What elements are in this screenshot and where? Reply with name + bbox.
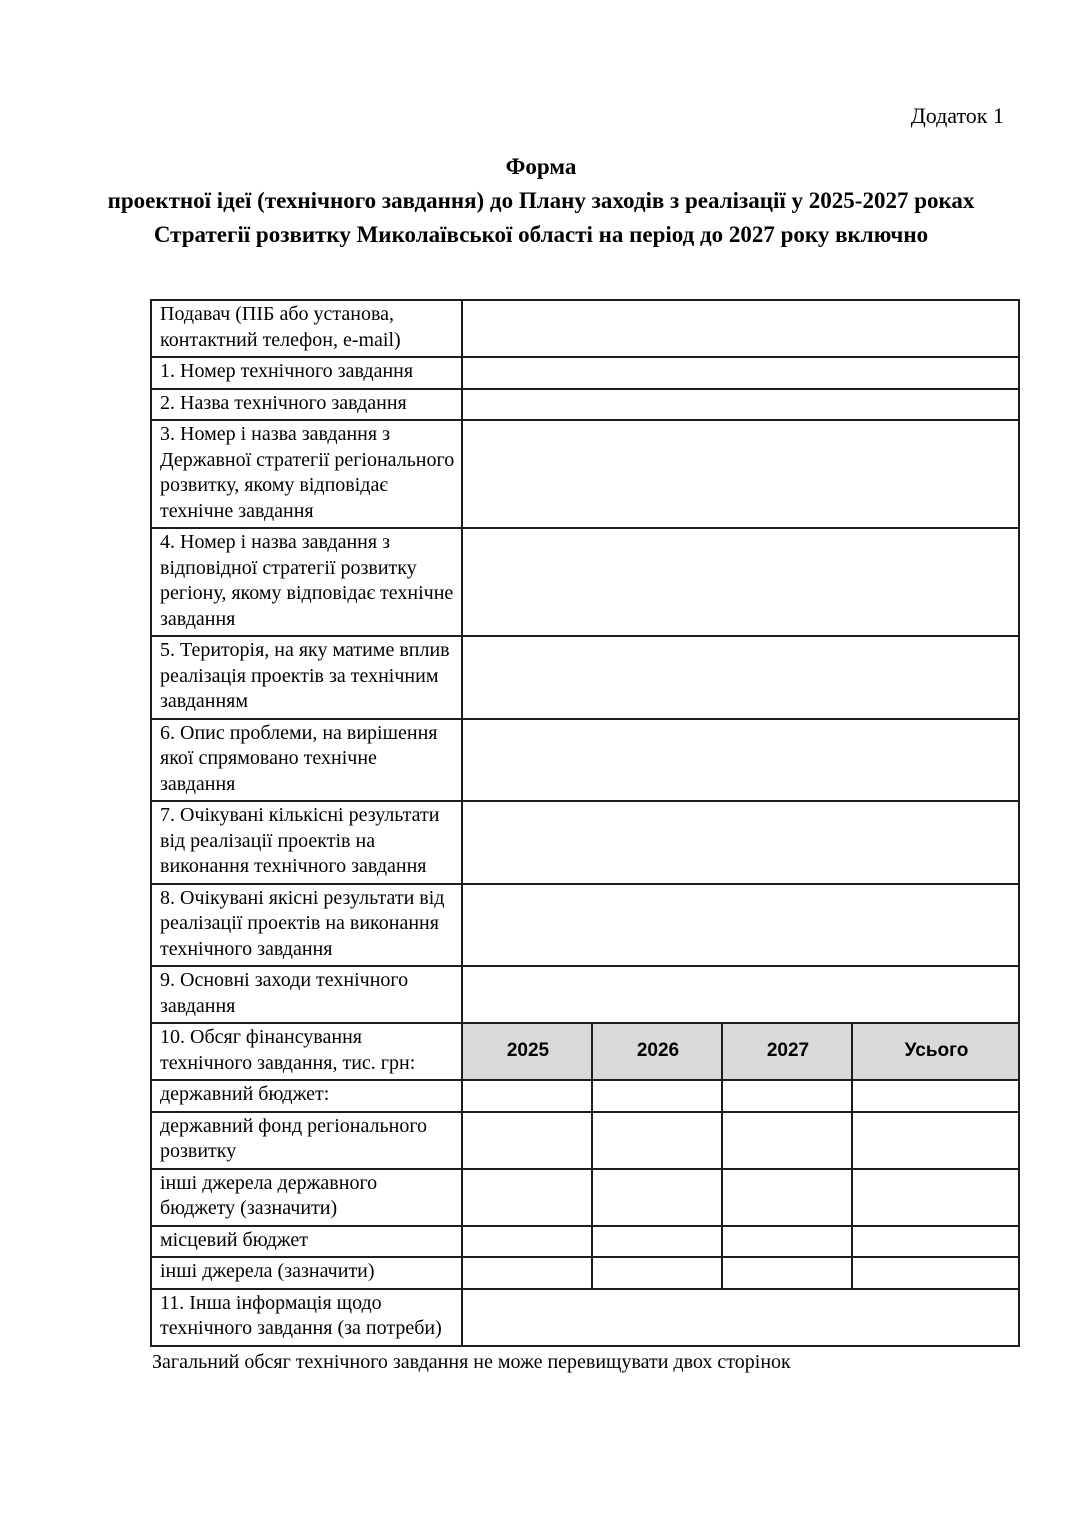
table-row-2 — [151, 389, 1019, 421]
form-title — [95, 150, 987, 252]
source-label-local-budget: місцевий бюджет — [151, 1226, 462, 1258]
year-header-total: Усього — [852, 1023, 1019, 1080]
year-header-2026: 2026 — [592, 1023, 722, 1080]
field-label-1: 1. Номер технічного завдання — [151, 357, 462, 389]
field-label-7: 7. Очікувані кількісні результати від реалізації проектів на виконання технічного завдання — [151, 801, 462, 884]
form-table — [150, 299, 1020, 1347]
form-title-text: проектної ідеї (технічного завдання) до Плану заходів з реалізації у 2025-2027 роках Стратегії розвитку Миколаївської області на період до 2027 року включно — [107, 188, 975, 247]
amount-cell — [722, 1226, 852, 1258]
table-row-5 — [151, 636, 1019, 719]
form-title-word: Форма — [505, 154, 577, 179]
field-value-5 — [462, 636, 1019, 719]
amount-cell — [592, 1080, 722, 1112]
amount-cell — [592, 1226, 722, 1258]
amount-cell — [722, 1257, 852, 1289]
amount-cell — [462, 1257, 592, 1289]
source-label-regional-fund: державний фонд регіонального розвитку — [151, 1112, 462, 1169]
source-label-other-sources: інші джерела (зазначити) — [151, 1257, 462, 1289]
table-row-4 — [151, 528, 1019, 636]
financing-row-state-budget — [151, 1080, 1019, 1112]
field-label-6: 6. Опис проблеми, на вирішення якої спрямовано технічне завдання — [151, 719, 462, 802]
field-label-5: 5. Територія, на яку матиме вплив реалізація проектів за технічним завданням — [151, 636, 462, 719]
amount-cell — [462, 1080, 592, 1112]
footer-note: Загальний обсяг технічного завдання не може перевищувати двох сторінок — [152, 1351, 791, 1373]
table-row-8 — [151, 884, 1019, 967]
amount-cell — [592, 1169, 722, 1226]
amount-cell — [592, 1112, 722, 1169]
table-row-7 — [151, 801, 1019, 884]
field-label-9: 9. Основні заходи технічного завдання — [151, 966, 462, 1023]
amount-cell — [852, 1080, 1019, 1112]
field-label-8: 8. Очікувані якісні результати від реалізації проектів на виконання технічного завдання — [151, 884, 462, 967]
field-label-11: 11. Інша інформація щодо технічного завдання (за потреби) — [151, 1289, 462, 1346]
table-row-3 — [151, 420, 1019, 528]
field-value-submitter — [462, 300, 1019, 357]
table-row-submitter — [151, 300, 1019, 357]
year-header-2027: 2027 — [722, 1023, 852, 1080]
amount-cell — [722, 1080, 852, 1112]
field-value-6 — [462, 719, 1019, 802]
table-row-1 — [151, 357, 1019, 389]
field-label-2: 2. Назва технічного завдання — [151, 389, 462, 421]
amount-cell — [722, 1169, 852, 1226]
field-value-3 — [462, 420, 1019, 528]
amount-cell — [852, 1112, 1019, 1169]
field-value-8 — [462, 884, 1019, 967]
field-value-9 — [462, 966, 1019, 1023]
table-row-6 — [151, 719, 1019, 802]
year-header-2025: 2025 — [462, 1023, 592, 1080]
table-row-11 — [151, 1289, 1019, 1346]
field-label-3: 3. Номер і назва завдання з Державної стратегії регіонального розвитку, якому відповідає технічне завдання — [151, 420, 462, 528]
amount-cell — [852, 1257, 1019, 1289]
amount-cell — [852, 1169, 1019, 1226]
amount-cell — [592, 1257, 722, 1289]
financing-row-local-budget — [151, 1226, 1019, 1258]
annex-label: Додаток 1 — [910, 103, 1004, 128]
table-row-9 — [151, 966, 1019, 1023]
amount-cell — [852, 1226, 1019, 1258]
financing-row-other-state-sources — [151, 1169, 1019, 1226]
field-value-4 — [462, 528, 1019, 636]
amount-cell — [462, 1226, 592, 1258]
amount-cell — [462, 1169, 592, 1226]
field-value-2 — [462, 389, 1019, 421]
financing-row-other-sources — [151, 1257, 1019, 1289]
field-value-7 — [462, 801, 1019, 884]
financing-row-regional-fund — [151, 1112, 1019, 1169]
field-label-10: 10. Обсяг фінансування технічного завдання, тис. грн: — [151, 1023, 462, 1080]
amount-cell — [722, 1112, 852, 1169]
source-label-state-budget: державний бюджет: — [151, 1080, 462, 1112]
field-label-4: 4. Номер і назва завдання з відповідної стратегії розвитку регіону, якому відповідає технічне завдання — [151, 528, 462, 636]
source-label-other-state-sources: інші джерела державного бюджету (зазначити) — [151, 1169, 462, 1226]
amount-cell — [462, 1112, 592, 1169]
financing-header-row — [151, 1023, 1019, 1080]
field-value-11 — [462, 1289, 1019, 1346]
field-label-submitter: Подавач (ПІБ або установа, контактний телефон, e-mail) — [151, 300, 462, 357]
field-value-1 — [462, 357, 1019, 389]
